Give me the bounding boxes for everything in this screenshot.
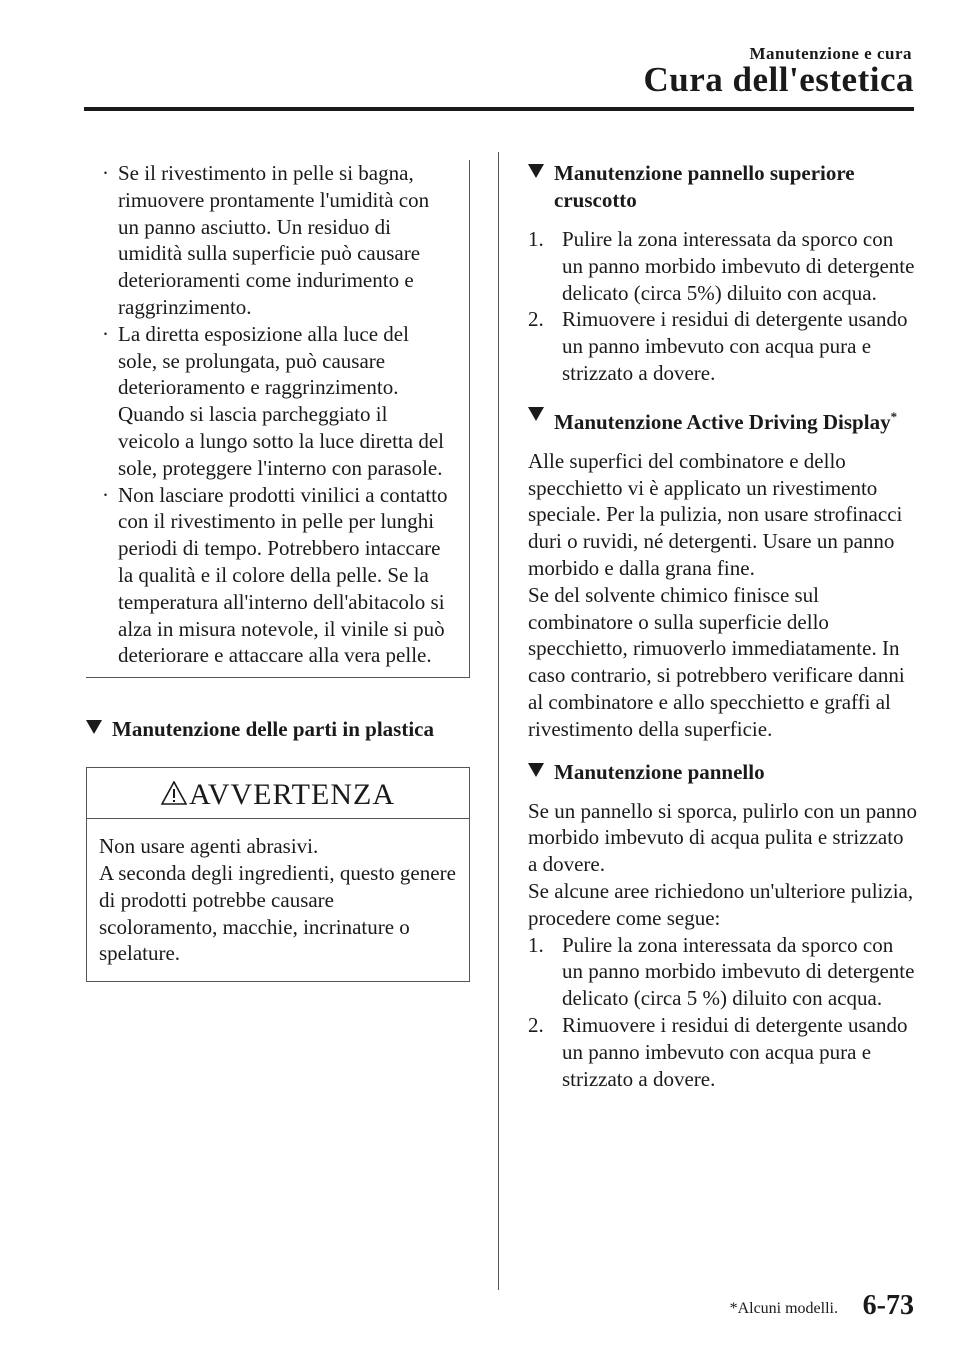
step-number: 1. — [528, 227, 544, 251]
note-text: Se il rivestimento in pelle si bagna, rimuovere prontamente l'umidità con un panno asciutto. Un residuo di umidità sulla superficie può causare deterioramenti come indurimento e raggrinzimento. — [118, 161, 430, 319]
warning-title-text: AVVERTENZA — [189, 778, 395, 812]
leather-notes-box — [86, 160, 470, 678]
triangle-marker-icon — [86, 720, 102, 734]
left-column — [86, 160, 470, 982]
step-text: Rimuovere i residui di detergente usando un panno imbevuto con acqua pura e strizzato a dovere. — [562, 1012, 908, 1091]
add-section-heading — [528, 403, 918, 436]
bullet-dot: · — [102, 321, 109, 346]
header-rule — [84, 107, 914, 111]
list-item — [528, 306, 918, 386]
bullet-dot: · — [102, 482, 109, 507]
dashboard-section-heading — [528, 160, 918, 214]
list-item — [528, 1012, 918, 1092]
triangle-marker-icon — [528, 763, 544, 777]
right-column — [528, 160, 918, 1092]
heading-text: Manutenzione pannello — [554, 759, 765, 784]
plastic-section-heading — [86, 716, 470, 743]
note-item — [102, 160, 451, 321]
paragraph: Se del solvente chimico finisce sul combinatore o sulla superficie dello specchietto, rimuoverlo immediatamente. In caso contrario, si potrebbero verificare danni al combinatore e allo specchietto e graffi al rivestimento della superficie. — [528, 582, 905, 741]
step-text: Pulire la zona interessata da sporco con un panno morbido imbevuto di detergente delicato (circa 5%) diluito con acqua. — [562, 227, 915, 305]
warning-body — [87, 819, 469, 981]
panel-steps — [528, 932, 918, 1093]
list-item — [528, 932, 918, 1012]
running-header-chapter: Manutenzione e cura — [749, 44, 912, 63]
triangle-marker-icon — [528, 164, 544, 178]
heading-text: Manutenzione Active Driving Display — [554, 409, 891, 434]
bullet-dot: · — [102, 161, 109, 185]
footnote: *Alcuni modelli. — [729, 1300, 838, 1317]
note-item — [102, 482, 451, 670]
step-number: 1. — [528, 932, 544, 957]
step-text: Rimuovere i residui di detergente usando un panno imbevuto con acqua pura e strizzato a dovere. — [562, 307, 908, 385]
note-text: Non lasciare prodotti vinilici a contatto con il rivestimento in pelle per lunghi periodi di tempo. Potrebbero intaccare la qualità e il colore della pelle. Se la temperatura all'interno dell'abitacolo si alza in misura notevole, il vinile si può deteriorare e attaccare alla vera pelle. — [118, 482, 448, 668]
step-text: Pulire la zona interessata da sporco con un panno morbido imbevuto di detergente delicato (circa 5 %) diluito con acqua. — [562, 932, 915, 1011]
warning-title — [87, 768, 469, 819]
running-header-title: Cura dell'estetica — [643, 60, 914, 99]
note-text: La diretta esposizione alla luce del sole, se prolungata, può causare deterioramento e raggrinzimento. Quando si lascia parcheggiato il veicolo a lungo sotto la luce diretta del sole, proteggere l'interno con parasole. — [118, 321, 444, 480]
note-item — [102, 321, 451, 482]
step-number: 2. — [528, 307, 544, 332]
heading-text: Manutenzione pannello superiore cruscotto — [554, 161, 855, 212]
warning-triangle-icon — [161, 781, 187, 805]
paragraph: Se alcune aree richiedono un'ulteriore pulizia, procedere come segue: — [528, 878, 914, 930]
step-number: 2. — [528, 1012, 544, 1037]
panel-section-heading — [528, 759, 918, 786]
footnote-mark: * — [890, 408, 898, 424]
page-number: 6-73 — [862, 1290, 914, 1321]
dashboard-steps — [528, 226, 918, 387]
warning-line: Non usare agenti abrasivi. — [99, 834, 319, 859]
warning-box — [86, 767, 470, 982]
list-item — [528, 226, 918, 306]
paragraph: Se un pannello si sporca, pulirlo con un panno morbido imbevuto di acqua pulita e strizzato a dovere. — [528, 798, 918, 877]
triangle-marker-icon — [528, 407, 544, 421]
paragraph: Alle superfici del combinatore e dello specchietto vi è applicato un rivestimento speciale. Per la pulizia, non usare strofinacci duri o ruvidi, né detergenti. Usare un panno morbido e dalla grana fine. — [528, 448, 903, 580]
heading-text: Manutenzione delle parti in plastica — [112, 717, 434, 742]
warning-line: A seconda degli ingredienti, questo genere di prodotti potrebbe causare scoloramento, macchie, incrinature o spelature. — [99, 860, 456, 966]
column-divider — [498, 152, 499, 1290]
